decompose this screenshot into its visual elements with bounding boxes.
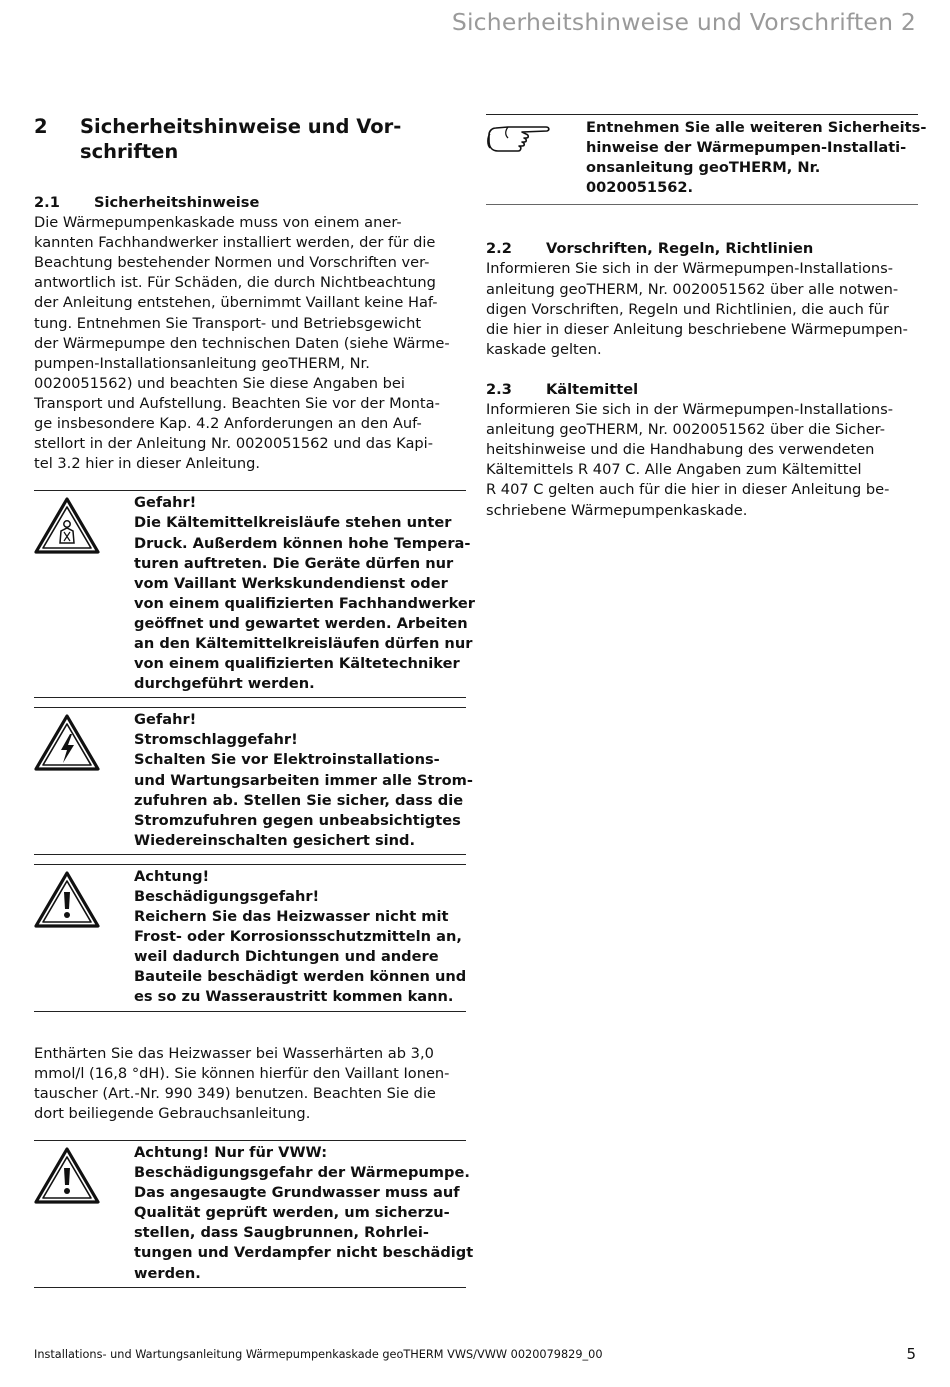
- warning-text: [134, 493, 475, 694]
- warning-line: durchgeführt werden.: [134, 675, 315, 693]
- hint-line: onsanleitung geoTHERM, Nr.: [586, 159, 821, 177]
- warning-line: Stromschlaggefahr!: [134, 731, 298, 749]
- warning-line: Druck. Außerdem können hohe Tempera-: [134, 534, 471, 552]
- paragraph-line: pumpen-Installationsanleitung geoTHERM, Nr.: [34, 354, 370, 372]
- warning-line: Bauteile beschädigt werden können und: [134, 968, 467, 986]
- pointing-hand-icon: [486, 118, 586, 198]
- right-column: [486, 114, 927, 521]
- water-hardness-paragraph: [34, 1044, 466, 1124]
- warning-box-pressure: [34, 490, 475, 698]
- warning-text: [134, 867, 466, 1008]
- footer-document-title: Installations- und Wartungsanleitung Wärmepumpenkaskade geoTHERM VWS/VWW 0020079829_00: [34, 1348, 603, 1361]
- paragraph-line: heitshinweise und die Handhabung des verwendeten: [486, 441, 875, 459]
- hint-line: Entnehmen Sie alle weiteren Sicherheits-: [586, 119, 927, 136]
- chapter-title-line: schriften: [80, 140, 179, 163]
- paragraph-line: Kältemittels R 407 C. Alle Angaben zum Kältemittel: [486, 461, 862, 479]
- hint-line: 0020051562.: [586, 179, 694, 197]
- section-number: 2.1: [34, 194, 60, 211]
- paragraph-line: kannten Fachhandwerker installiert werden, der für die: [34, 234, 436, 252]
- warning-box-damage: [34, 864, 466, 1012]
- warning-text: [134, 1143, 473, 1284]
- warning-line: Das angesaugte Grundwasser muss auf: [134, 1184, 460, 1202]
- section-number: 2.2: [486, 240, 512, 258]
- chapter-title: [80, 114, 401, 164]
- hint-line: hinweise der Wärmepumpen-Installati-: [586, 139, 907, 157]
- paragraph-line: anleitung geoTHERM, Nr. 0020051562 über alle notwen-: [486, 280, 899, 298]
- paragraph-line: Transport und Aufstellung. Beachten Sie vor der Monta-: [34, 394, 440, 412]
- paragraph-line: Informieren Sie sich in der Wärmepumpen-Installations-: [486, 260, 894, 278]
- warning-line: Beschädigungsgefahr der Wärmepumpe.: [134, 1164, 470, 1182]
- warning-line: Gefahr!: [134, 494, 197, 512]
- paragraph-line: kaskade gelten.: [486, 340, 602, 358]
- paragraph-line: dort beiliegende Gebrauchsanleitung.: [34, 1104, 311, 1122]
- warning-line: und Wartungsarbeiten immer alle Strom-: [134, 771, 473, 789]
- warning-line: von einem qualifizierten Fachhandwerker: [134, 594, 475, 612]
- hint-text: [586, 118, 926, 198]
- section-number: 2.3: [486, 380, 512, 398]
- chapter-heading: [34, 114, 466, 164]
- paragraph-line: R 407 C gelten auch für die hier in dieser Anleitung be-: [486, 481, 890, 499]
- electric-shock-icon: [34, 710, 134, 851]
- warning-line: turen auftreten. Die Geräte dürfen nur: [134, 554, 454, 572]
- warning-line: weil dadurch Dichtungen und andere: [134, 948, 439, 966]
- paragraph-line: mmol/l (16,8 °dH). Sie können hierfür den Vaillant Ionen-: [34, 1064, 450, 1082]
- exclamation-warning-icon: [34, 1143, 134, 1284]
- paragraph-line: Informieren Sie sich in der Wärmepumpen-Installations-: [486, 401, 894, 419]
- section-2-2-heading: [486, 239, 918, 259]
- exclamation-warning-icon: [34, 867, 134, 1008]
- warning-line: Schalten Sie vor Elektroinstallations-: [134, 751, 440, 769]
- warning-line: Achtung!: [134, 867, 210, 885]
- section-2-3-paragraph: [486, 400, 918, 521]
- warning-line: Die Kältemittelkreisläufe stehen unter: [134, 514, 452, 532]
- warning-line: Gefahr!: [134, 711, 197, 729]
- warning-line: stellen, dass Saugbrunnen, Rohrlei-: [134, 1224, 429, 1242]
- warning-text: [134, 710, 473, 851]
- paragraph-line: ge insbesondere Kap. 4.2 Anforderungen an den Auf-: [34, 415, 422, 433]
- paragraph-line: digen Vorschriften, Regeln und Richtlinien, die auch für: [486, 300, 889, 318]
- paragraph-line: tauscher (Art.-Nr. 990 349) benutzen. Beachten Sie die: [34, 1084, 436, 1102]
- left-column: [34, 114, 475, 1288]
- hint-box: [486, 114, 927, 205]
- warning-line: Achtung! Nur für VWW:: [134, 1143, 328, 1161]
- section-2-2-paragraph: [486, 259, 918, 359]
- chapter-title-line: Sicherheitshinweise und Vor-: [80, 115, 402, 138]
- warning-line: von einem qualifizierten Kältetechniker: [134, 655, 460, 673]
- paragraph-line: stellort in der Anleitung Nr. 0020051562 und das Kapi-: [34, 435, 434, 453]
- warning-line: Wiedereinschalten gesichert sind.: [134, 831, 416, 849]
- paragraph-line: Beachtung bestehender Normen und Vorschriften ver-: [34, 254, 430, 272]
- section-title: Kältemittel: [546, 380, 639, 398]
- section-2-3-heading: [486, 380, 918, 400]
- paragraph-line: der Wärmepumpe den technischen Daten (siehe Wärme-: [34, 334, 450, 352]
- warning-line: an den Kältemittelkreisläufen dürfen nur: [134, 634, 473, 652]
- warning-line: werden.: [134, 1264, 201, 1282]
- warning-line: Reichern Sie das Heizwasser nicht mit: [134, 908, 449, 926]
- paragraph-line: Die Wärmepumpenkaskade muss von einem aner-: [34, 214, 402, 232]
- section-title: Vorschriften, Regeln, Richtlinien: [546, 240, 814, 258]
- paragraph-line: schriebene Wärmepumpenkaskade.: [486, 501, 748, 519]
- section-title: Sicherheitshinweise: [94, 194, 260, 211]
- paragraph-line: anleitung geoTHERM, Nr. 0020051562 über die Sicher-: [486, 421, 886, 439]
- paragraph-line: Enthärten Sie das Heizwasser bei Wasserhärten ab 3,0: [34, 1044, 434, 1062]
- warning-line: Beschädigungsgefahr!: [134, 888, 320, 905]
- chapter-number: 2: [34, 115, 48, 138]
- warning-line: geöffnet und gewartet werden. Arbeiten: [134, 614, 468, 632]
- warning-line: zufuhren ab. Stellen Sie sicher, dass die: [134, 791, 464, 809]
- paragraph-line: antwortlich ist. Für Schäden, die durch Nichtbeachtung: [34, 274, 436, 292]
- paragraph-line: tel 3.2 hier in dieser Anleitung.: [34, 455, 261, 473]
- paragraph-line: tung. Entnehmen Sie Transport- und Betriebsgewicht: [34, 314, 422, 332]
- warning-line: es so zu Wasseraustritt kommen kann.: [134, 988, 454, 1006]
- warning-line: Frost- oder Korrosionsschutzmitteln an,: [134, 928, 462, 946]
- page-number: 5: [906, 1345, 916, 1363]
- person-hazard-icon: [34, 493, 134, 694]
- section-2-1-heading: [34, 193, 466, 213]
- paragraph-line: 0020051562) und beachten Sie diese Angaben bei: [34, 374, 405, 392]
- section-2-1-paragraph: [34, 213, 466, 474]
- warning-line: vom Vaillant Werkskundendienst oder: [134, 574, 448, 592]
- paragraph-line: der Anleitung entstehen, übernimmt Vaillant keine Haf-: [34, 294, 438, 312]
- warning-line: Stromzufuhren gegen unbeabsichtigtes: [134, 811, 461, 829]
- paragraph-line: die hier in dieser Anleitung beschriebene Wärmepumpen-: [486, 320, 908, 338]
- warning-box-electric: [34, 707, 473, 855]
- warning-line: tungen und Verdampfer nicht beschädigt: [134, 1244, 474, 1262]
- warning-line: Qualität geprüft werden, um sicherzu-: [134, 1204, 450, 1222]
- warning-box-vww: [34, 1140, 474, 1288]
- running-header: Sicherheitshinweise und Vorschriften 2: [451, 8, 916, 36]
